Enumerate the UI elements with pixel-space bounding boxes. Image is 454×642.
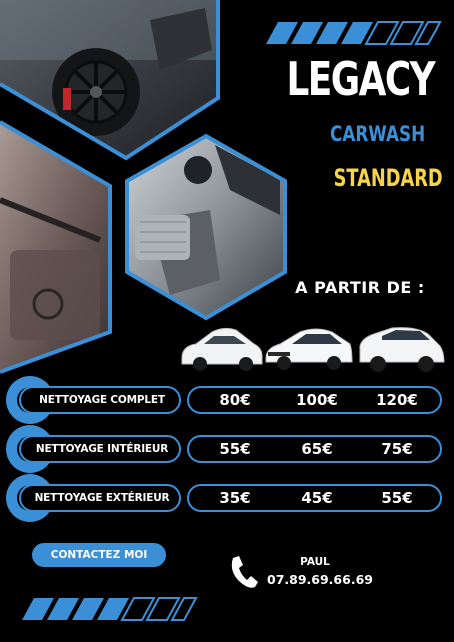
interior-photo — [127, 136, 285, 318]
price-small-complet: 80€ — [219, 391, 251, 409]
service-label-exterieur: NETTOYAGE EXTÉRIEUR — [34, 492, 170, 504]
pricing-intro: A PARTIR DE : — [295, 278, 425, 297]
price-small-exterieur: 35€ — [219, 489, 251, 507]
brand-title: LEGACY — [286, 52, 435, 106]
price-suv-exterieur: 55€ — [381, 489, 413, 507]
wheel-photo — [0, 0, 218, 158]
suv-car-icon — [360, 328, 444, 372]
price-small-interieur: 55€ — [219, 440, 251, 458]
sedan-car-icon — [266, 329, 352, 370]
small-car-icon — [182, 328, 262, 371]
price-suv-complet: 120€ — [376, 391, 418, 409]
service-label-interieur: NETTOYAGE INTÉRIEUR — [35, 443, 169, 455]
contact-button[interactable]: CONTACTEZ MOI — [32, 543, 166, 567]
phone-icon — [232, 556, 258, 588]
floor-mat-photo — [0, 122, 110, 372]
contact-phone[interactable]: 07.89.69.66.69 — [267, 572, 373, 587]
price-suv-interieur: 75€ — [381, 440, 413, 458]
contact-name: PAUL — [300, 556, 330, 568]
price-sedan-complet: 100€ — [296, 391, 338, 409]
price-sedan-interieur: 65€ — [301, 440, 333, 458]
price-sedan-exterieur: 45€ — [301, 489, 333, 507]
brand-subtitle: CARWASH — [330, 122, 426, 146]
stripe-decoration-top — [266, 22, 440, 44]
service-label-complet: NETTOYAGE COMPLET — [39, 394, 165, 406]
brand-tier: STANDARD — [333, 164, 443, 192]
stripe-decoration-bottom — [22, 598, 196, 620]
